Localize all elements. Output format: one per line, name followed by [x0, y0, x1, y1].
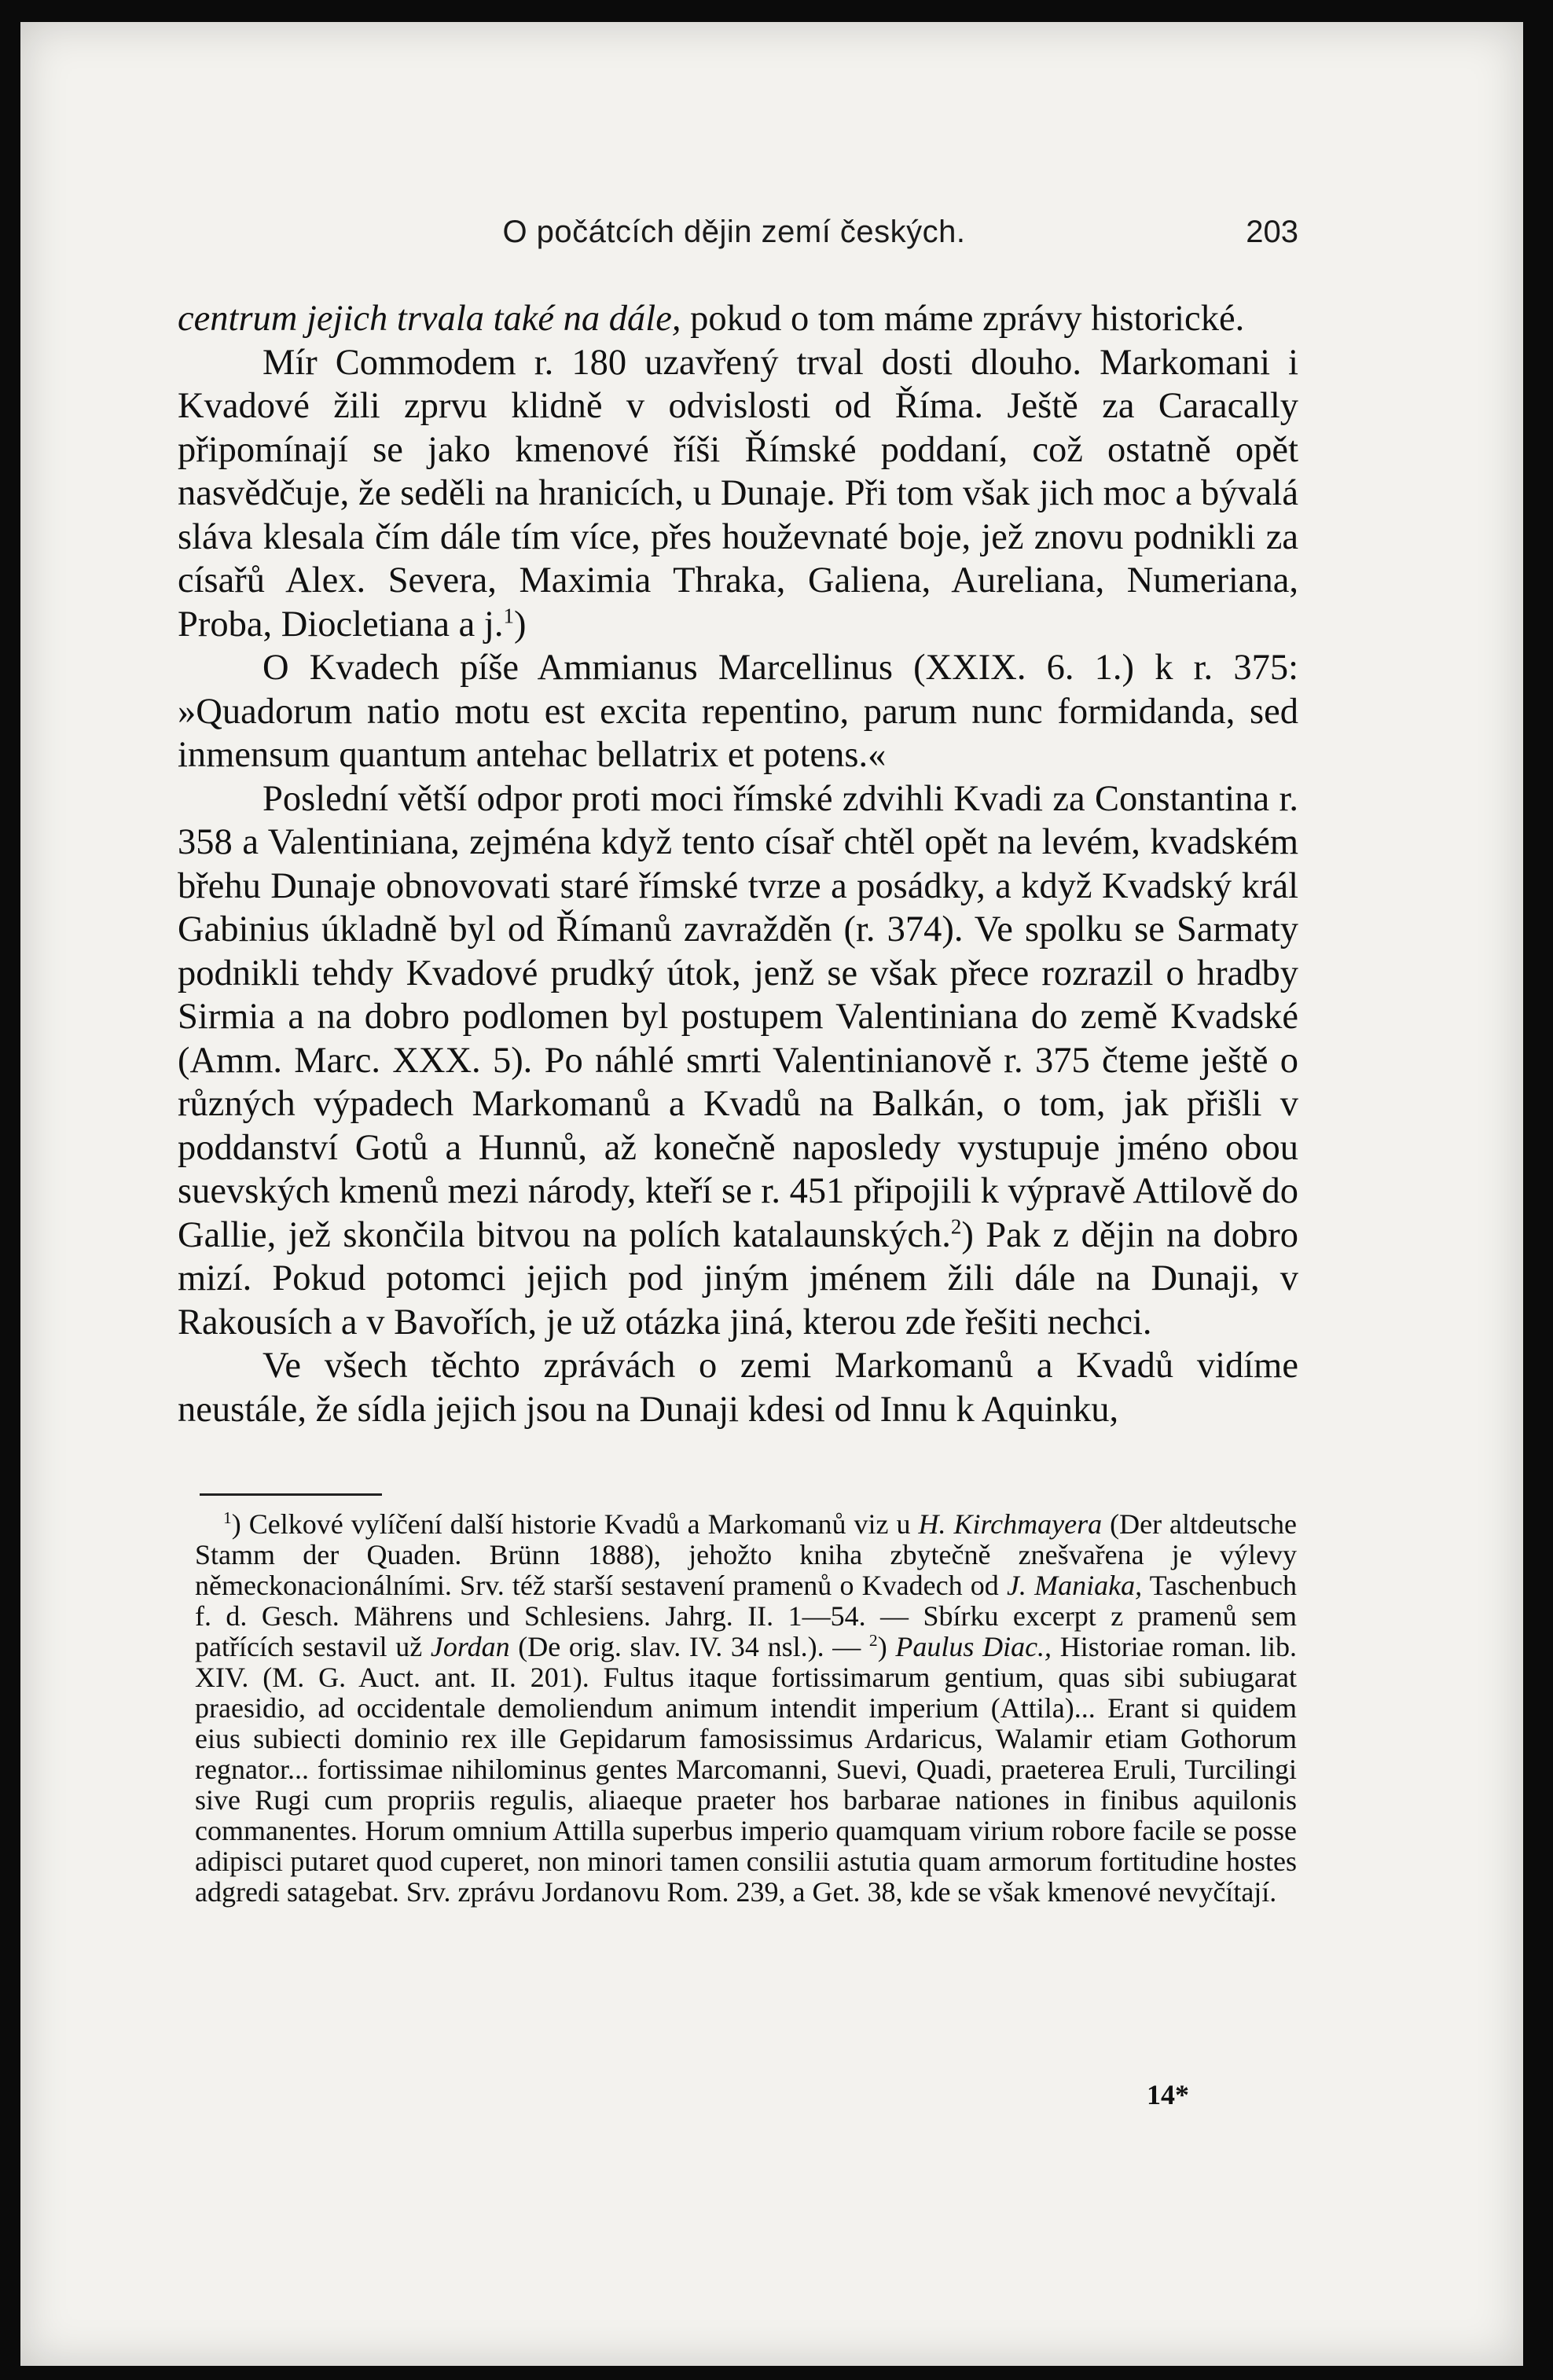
footnote-2-author: Paulus Diac., — [895, 1631, 1052, 1662]
footnote-block — [195, 1509, 1297, 1908]
footnote-ref-1: 1 — [503, 604, 514, 627]
footnote-divider — [200, 1493, 382, 1496]
paragraph-5 — [178, 1344, 1298, 1431]
footnote-1-text-b: (Der altdeutsche Stamm der Quaden. Brünn 1888), jehožto kniha zbytečně znešvařena je výlevy německonacionálními. Srv. též starší sestavení pramenů o Kvadech od — [195, 1508, 1297, 1601]
paragraph-2 — [178, 341, 1298, 647]
paragraph-3 — [178, 646, 1298, 777]
paragraph-4-text: Poslední větší odpor proti moci římské zdvihli Kvadi za Constantina r. 358 a Valentiniana, zejména když tento císař chtěl opět na levém, kvadském břehu Dunaje obnovovati staré římské tvrze a posádky, a když Kvadský král Gabinius úkladně byl od Římanů zavražděn (r. 374). Ve spolku se Sarmaty podnikli tehdy Kvadové prudký útok, jenž se však přece rozrazil o hradby Sirmia a na dobro podlomen byl postupem Valentiniana do země Kvadské (Amm. Marc. XXX. 5). Po náhlé smrti Valentinianově r. 375 čteme ještě o různých výpadech Markomanů a Kvadů na Balkán, o tom, jak přišli v poddanství Gotů a Hunnů, až konečně naposledy vystupuje jméno obou suevských kmenů mezi národy, kteří se r. 451 připojili k výpravě Attilově do Gallie, jež skončila bitvou na polích katalaunských. — [178, 778, 1298, 1255]
paragraph-4-continuation: ) Pak z dějin na dobro mizí. Pokud potomci jejich pod jiným jménem žili dále na Dunaji, v Rakousích a v Bavořích, je už otázka jiná, kterou zde řešiti nechci. — [178, 1214, 1298, 1342]
italic-lead: centrum jejich trvala také na dále, — [178, 299, 681, 339]
footnote-1-author: H. Kirchmayera — [918, 1508, 1103, 1540]
paragraph-2-text: Mír Commodem r. 180 uzavřený trval dosti dlouho. Markomani i Kvadové žili zprvu klidně v odvislosti od Říma. Ještě za Caracally připomínají se jako kmenové říši Římské poddaní, což ostatně opět nasvědčuje, že seděli na hranicích, u Dunaje. Při tom však jich moc a bývalá sláva klesala čím dále tím více, přes houževnaté boje, jež znovu podnikli za císařů Alex. Severa, Maximia Thraka, Galiena, Aureliana, Numeriana, Proba, Diocletiana a j. — [178, 342, 1298, 645]
paragraph-5-text: Ve všech těchto zprávách o zemi Markomanů a Kvadů vidíme neustále, že sídla jejich jsou na Dunaji kdesi od Innu k Aquinku, — [178, 1346, 1298, 1430]
main-text — [178, 297, 1298, 1431]
footnote-1-text-d: (De orig. slav. IV. 34 nsl.). — — [509, 1631, 869, 1662]
paragraph-3-text: O Kvadech píše Ammianus Marcellinus (XXIX. 6. 1.) k r. 375: »Quadorum natio motu est excita repentino, parum nunc formidanda, sed inmensum quantum antehac bellatrix et potens.« — [178, 648, 1298, 775]
footnote-1-text-a: ) Celkové vylíčení další historie Kvadů a Markomanů viz u — [231, 1508, 919, 1540]
running-header — [170, 215, 1298, 262]
footnote-marker-1: 1 — [223, 1508, 232, 1527]
signature-mark: 14* — [1147, 2079, 1189, 2110]
footnote-ref-2: 2 — [950, 1214, 962, 1238]
page-number: 203 — [1246, 215, 1298, 249]
footnote-2-paren: ) — [877, 1631, 896, 1662]
footnote-2-text: Historiae roman. lib. XIV. (M. G. Auct. ant. II. 201). Fultus itaque fortissimarum gentium, quas sibi subiugarat praesidio, ad occidentale demoliendum animum intendit imperium (Attila)... Erant si quidem eius subiecti dominio rex ille Gepidarum famosissimus Ardaricus, Walamir etiam Gothorum regnator... fortissimae nihilominus gentes Marcomanni, Suevi, Quadi, praeterea Eruli, Turcilingi sive Rugi cum propriis regulis, aliaeque praeter hos barbarae nationes in finibus aquilonis commanentes. Horum omnium Attilla superbus imperio quamquam virium robore facile se posse adipisci putaret quod cuperet, non minori tamen consilii astutia quam armorum fortitudine hostes adgredi satagebat. Srv. zprávu Jordanovu Rom. 239, a Get. 38, kde se však kmenové nevyčítají. — [195, 1631, 1297, 1908]
footnotes — [195, 1509, 1297, 1908]
paragraph-4 — [178, 777, 1298, 1345]
book-page — [20, 22, 1523, 2366]
footnote-marker-2: 2 — [868, 1631, 878, 1650]
footnote-1-author-3: Jordan — [430, 1631, 510, 1662]
footnote-1-text-c: Taschenbuch f. d. Gesch. Mährens und Schlesiens. Jahrg. II. 1—54. — Sbírku excerpt z pramenů sem patřících sestavil už — [195, 1570, 1298, 1662]
paragraph-1-text: pokud o tom máme zprávy historické. — [681, 299, 1245, 339]
paragraph-1 — [178, 297, 1298, 341]
footnote-1-author-2: J. Maniaka, — [1006, 1570, 1143, 1601]
paragraph-2-close: ) — [513, 604, 527, 645]
running-title: O počátcích dějin zemí českých. — [502, 215, 966, 249]
